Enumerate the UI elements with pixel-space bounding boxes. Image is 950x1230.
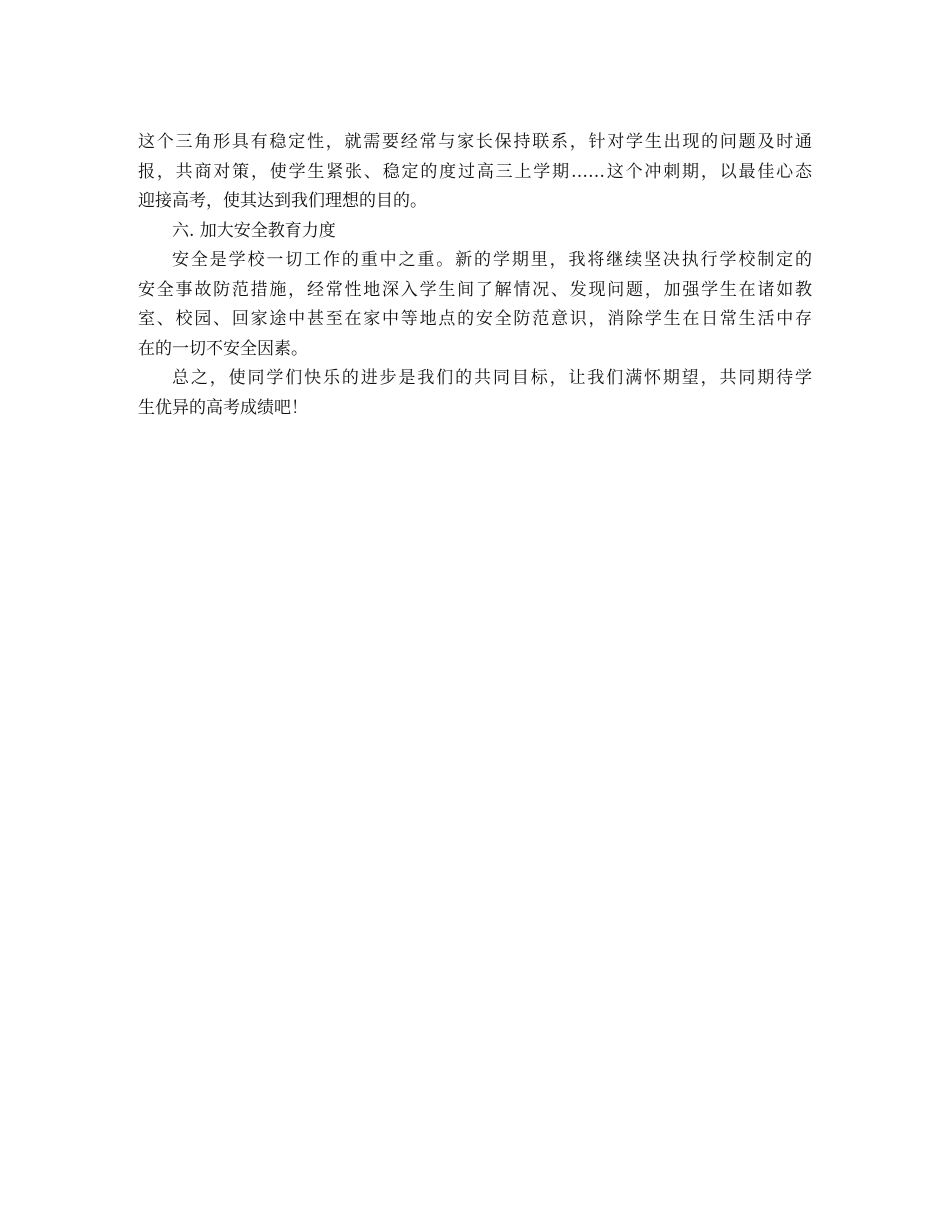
text-line: 迎接高考，使其达到我们理想的目的。 — [138, 191, 427, 211]
paragraph-parent-contact — [138, 128, 812, 217]
section-heading: 六. 加大安全教育力度 — [172, 220, 336, 241]
text-line: 在的一切不安全因素。 — [138, 338, 308, 359]
paragraph-conclusion — [138, 364, 812, 423]
text-line: 报，共商对策，使学生紧张、稳定的度过高三上学期……这个冲刺期，以最佳心态 — [138, 161, 812, 182]
text-line: 总之，使同学们快乐的进步是我们的共同目标，让我们满怀期望，共同期待学 — [172, 368, 812, 388]
text-line: 这个三角形具有稳定性，就需要经常与家长保持联系，针对学生出现的问题及时通 — [138, 132, 812, 152]
text-line: 生优异的高考成绩吧！ — [138, 397, 308, 418]
text-line: 室、校园、回家途中甚至在家中等地点的安全防范意识，消除学生在日常生活中存 — [138, 309, 812, 329]
text-line: 安全是学校一切工作的重中之重。新的学期里，我将继续坚决执行学校制定的 — [172, 250, 812, 270]
text-line: 安全事故防范措施，经常性地深入学生间了解情况、发现问题，加强学生在诸如教 — [138, 279, 812, 300]
document-body — [138, 128, 812, 423]
paragraph-safety — [138, 246, 812, 364]
